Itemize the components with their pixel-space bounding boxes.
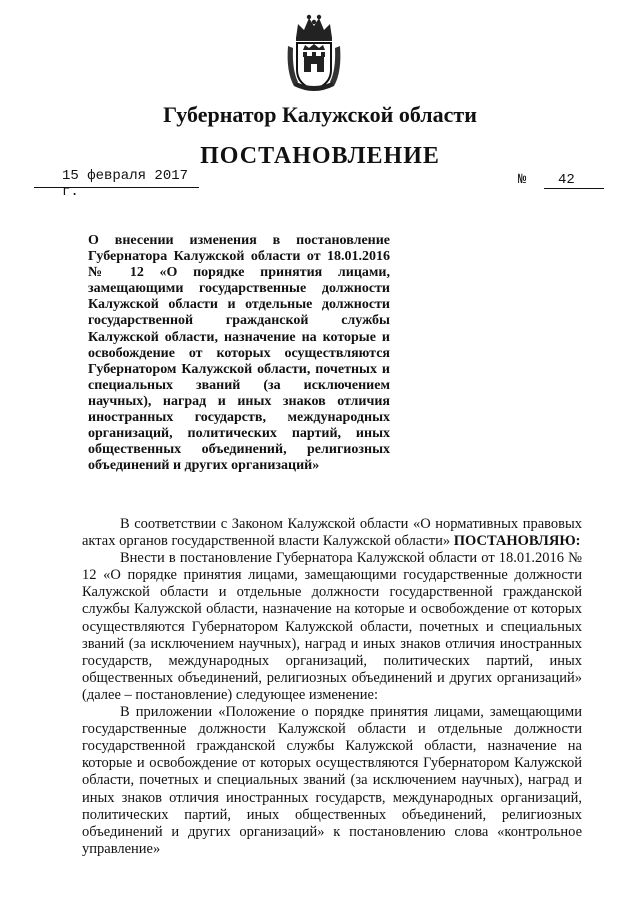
document-number-line (518, 172, 604, 189)
paragraph-amendment: Внести в постановление Губернатора Калужской области от 18.01.2016 № 12 «О порядке принятия лицами, замещающими государственные должности Калужской области и отдельные должности государственной гражданской службы Калужской области, назначение на которые и освобождение от которых осуществляются Губернатором Калужской области, почетных и специальных званий (за исключением научных), наград и иных знаков отличия иностранных государств, международных организаций, политических партий, иных общественных объединений, религиозных объединений и других организаций» (далее – постановление) следующее изменение: (82, 550, 582, 703)
decree-body (82, 516, 582, 858)
document-type: ПОСТАНОВЛЕНИЕ (200, 143, 440, 169)
decree-title: О внесении изменения в постановление Губернатора Калужской области от 18.01.2016 № 12 «О порядке принятия лицами, замещающими государственные должности Калужской области и отдельные должности государственной гражданской службы Калужской области, назначение на которые и освобождение от которых осуществляются Губернатором Калужской области, почетных и специальных званий (за исключением научных), наград и иных знаков отличия иностранных государств, международных организаций, политических партий, иных общественных объединений, религиозных объединений и других организаций» (88, 233, 390, 474)
paragraph-appendix: В приложении «Положение о порядке принятия лицами, замещающими государственные должности Калужской области и отдельные должности государственной гражданской службы Калужской области, назначение на которые и освобождение от которых осуществляются Губернатором Калужской области, почетных и специальных званий (за исключением научных), наград и иных знаков отличия иностранных государств, международных организаций, политических партий, иных общественных объединений, религиозных объединений и других организаций» к постановлению слова «контрольное управление» (82, 704, 582, 857)
paragraph-basis (82, 516, 582, 550)
basis-text: В соответствии с Законом Калужской области «О нормативных правовых актах органов государственной власти Калужской области» (82, 516, 582, 550)
issuing-authority: Губернатор Калужской области (163, 102, 477, 127)
document-number: 42 (544, 172, 604, 189)
document-date: 15 февраля 2017 г. (62, 168, 189, 200)
number-symbol: № (518, 172, 527, 188)
resolution-word: ПОСТАНОВЛЯЮ: (453, 533, 581, 550)
document-date-line (34, 168, 199, 200)
coat-of-arms-emblem (284, 12, 344, 94)
